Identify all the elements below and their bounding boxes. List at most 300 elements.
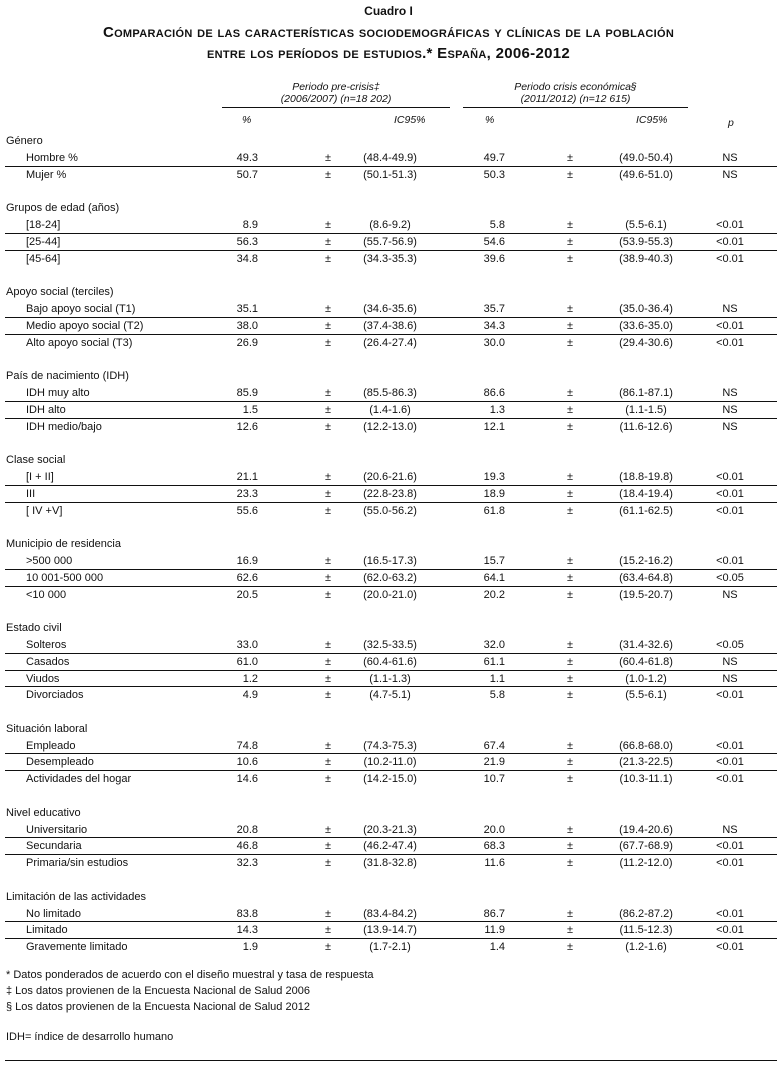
row-label: Gravemente limitado — [26, 941, 128, 954]
row-label: Bajo apoyo social (T1) — [26, 302, 136, 315]
table-title-line2: entre los períodos de estudios.* España, 2006-2012 — [206, 45, 571, 62]
group-header — [0, 200, 777, 217]
pct-crisis: 19.3 — [483, 470, 505, 483]
ci-precrisis: (46.2-47.4) — [363, 840, 417, 853]
pct-crisis: 50.3 — [483, 168, 505, 181]
ci-crisis: (33.6-35.0) — [619, 319, 673, 332]
ci-crisis: (35.0-36.4) — [619, 302, 673, 315]
p-value: NS — [722, 672, 738, 685]
pct-crisis: 32.0 — [483, 638, 505, 651]
ci-crisis: (1.1-1.5) — [625, 403, 667, 416]
table-row — [5, 553, 777, 570]
plus-minus: ± — [325, 151, 332, 164]
row-label: [25-44] — [26, 235, 61, 248]
row-label: [18-24] — [26, 218, 61, 231]
pct-precrisis: 85.9 — [236, 386, 258, 399]
plus-minus: ± — [325, 336, 332, 349]
group-header — [0, 536, 777, 553]
ci-crisis: (38.9-40.3) — [619, 252, 673, 265]
p-value: <0.01 — [716, 773, 744, 786]
ci-crisis: (49.6-51.0) — [619, 168, 673, 181]
pct-crisis: 61.1 — [483, 655, 505, 668]
pct-precrisis: 32.3 — [236, 857, 258, 870]
ci-precrisis: (85.5-86.3) — [363, 386, 417, 399]
plus-minus: ± — [325, 823, 332, 836]
plus-minus: ± — [567, 403, 574, 416]
pct-precrisis: 33.0 — [236, 638, 258, 651]
table-row — [0, 251, 777, 268]
ci-precrisis: (83.4-84.2) — [363, 907, 417, 920]
pct-crisis: 5.8 — [489, 689, 505, 702]
p-value: NS — [722, 403, 738, 416]
pct-precrisis: 4.9 — [242, 689, 258, 702]
ci-precrisis: (62.0-63.2) — [363, 571, 417, 584]
group-label: Clase social — [6, 454, 66, 467]
table-row — [5, 822, 777, 839]
plus-minus: ± — [567, 756, 574, 769]
p-value: <0.01 — [716, 924, 744, 937]
ci-precrisis: (1.4-1.6) — [369, 403, 411, 416]
p-value: <0.01 — [716, 252, 744, 265]
table-row — [5, 486, 777, 503]
pct-crisis: 20.0 — [483, 823, 505, 836]
ci-precrisis: (12.2-13.0) — [363, 420, 417, 433]
pct-precrisis: 55.6 — [236, 504, 258, 517]
p-value: <0.01 — [716, 739, 744, 752]
ci-precrisis: (14.2-15.0) — [363, 773, 417, 786]
table-row — [0, 687, 777, 704]
pct-crisis: 10.7 — [483, 773, 505, 786]
p-value: <0.01 — [716, 554, 744, 567]
table-row — [5, 754, 777, 771]
period-crisis-header — [463, 81, 688, 105]
ci-crisis: (19.4-20.6) — [619, 823, 673, 836]
ci-crisis: (60.4-61.8) — [619, 655, 673, 668]
table-row — [5, 469, 777, 486]
pct-precrisis: 26.9 — [236, 336, 258, 349]
ci-crisis: (86.1-87.1) — [619, 386, 673, 399]
group-header — [0, 133, 777, 150]
row-label: Empleado — [26, 739, 76, 752]
footnote: * Datos ponderados de acuerdo con el diseño muestral y tasa de respuesta — [6, 969, 374, 981]
pct-precrisis: 14.3 — [236, 924, 258, 937]
ci-precrisis: (13.9-14.7) — [363, 924, 417, 937]
header-divider — [463, 107, 688, 108]
ci-precrisis: (31.8-32.8) — [363, 857, 417, 870]
plus-minus: ± — [325, 689, 332, 702]
ci-crisis: (15.2-16.2) — [619, 554, 673, 567]
row-label: Viudos — [26, 672, 60, 685]
table-row — [5, 570, 777, 587]
plus-minus: ± — [325, 504, 332, 517]
ci-crisis: (1.2-1.6) — [625, 941, 667, 954]
col-ic-1: IC95% — [394, 114, 426, 126]
spacer — [0, 872, 777, 889]
pct-crisis: 39.6 — [483, 252, 505, 265]
plus-minus: ± — [325, 168, 332, 181]
plus-minus: ± — [567, 319, 574, 332]
pct-precrisis: 8.9 — [242, 218, 258, 231]
plus-minus: ± — [325, 470, 332, 483]
group-label: País de nacimiento (IDH) — [6, 370, 129, 383]
period-detail: (2006/2007) (n=18 202) — [280, 93, 392, 105]
p-value: <0.01 — [716, 487, 744, 500]
plus-minus: ± — [567, 554, 574, 567]
spacer — [0, 267, 777, 284]
table-row — [5, 217, 777, 234]
pct-precrisis: 23.3 — [236, 487, 258, 500]
ci-precrisis: (20.3-21.3) — [363, 823, 417, 836]
pct-crisis: 12.1 — [483, 420, 505, 433]
ci-crisis: (11.2-12.0) — [619, 857, 673, 870]
plus-minus: ± — [325, 302, 332, 315]
row-label: 10 001-500 000 — [26, 571, 104, 584]
footnote: § Los datos provienen de la Encuesta Nacional de Salud 2012 — [6, 1001, 310, 1013]
ci-precrisis: (32.5-33.5) — [363, 638, 417, 651]
pct-crisis: 86.7 — [483, 907, 505, 920]
period-name: Periodo pre-crisis‡ — [292, 81, 380, 93]
group-label: Nivel educativo — [6, 806, 81, 819]
pct-precrisis: 49.3 — [236, 151, 258, 164]
group-label: Situación laboral — [6, 722, 88, 735]
ci-crisis: (18.4-19.4) — [619, 487, 673, 500]
row-label: [ IV +V] — [26, 504, 63, 517]
table-row — [0, 587, 777, 604]
table-row — [5, 234, 777, 251]
spacer — [0, 704, 777, 721]
plus-minus: ± — [325, 941, 332, 954]
plus-minus: ± — [567, 840, 574, 853]
group-label: Municipio de residencia — [6, 538, 121, 551]
plus-minus: ± — [567, 235, 574, 248]
ci-crisis: (18.8-19.8) — [619, 470, 673, 483]
plus-minus: ± — [325, 739, 332, 752]
table-row — [0, 167, 777, 184]
pct-precrisis: 35.1 — [236, 302, 258, 315]
col-pct-1: % — [242, 114, 252, 126]
p-value: <0.01 — [716, 756, 744, 769]
row-label: Actividades del hogar — [26, 773, 132, 786]
plus-minus: ± — [567, 638, 574, 651]
table-row — [5, 654, 777, 671]
row-label: Alto apoyo social (T3) — [26, 336, 133, 349]
plus-minus: ± — [325, 252, 332, 265]
plus-minus: ± — [567, 924, 574, 937]
plus-minus: ± — [567, 941, 574, 954]
ci-precrisis: (74.3-75.3) — [363, 739, 417, 752]
p-value: NS — [722, 588, 738, 601]
plus-minus: ± — [567, 739, 574, 752]
plus-minus: ± — [325, 588, 332, 601]
group-header — [0, 889, 777, 906]
row-label: Desempleado — [26, 756, 94, 769]
plus-minus: ± — [567, 571, 574, 584]
table-row — [5, 318, 777, 335]
ci-precrisis: (55.0-56.2) — [363, 504, 417, 517]
plus-minus: ± — [325, 218, 332, 231]
group-header — [0, 452, 777, 469]
plus-minus: ± — [325, 840, 332, 853]
row-label: Universitario — [26, 823, 88, 836]
ci-crisis: (86.2-87.2) — [619, 907, 673, 920]
plus-minus: ± — [325, 386, 332, 399]
pct-crisis: 67.4 — [483, 739, 505, 752]
pct-crisis: 54.6 — [483, 235, 505, 248]
row-label: IDH alto — [26, 403, 66, 416]
spacer — [0, 183, 777, 200]
ci-precrisis: (26.4-27.4) — [363, 336, 417, 349]
p-value: <0.01 — [716, 857, 744, 870]
pct-precrisis: 14.6 — [236, 773, 258, 786]
plus-minus: ± — [325, 403, 332, 416]
row-label: Primaria/sin estudios — [26, 857, 129, 870]
table-row — [0, 335, 777, 352]
p-value: NS — [722, 386, 738, 399]
ci-precrisis: (20.0-21.0) — [363, 588, 417, 601]
table-row — [5, 738, 777, 755]
table-row — [0, 771, 777, 788]
table-row — [0, 855, 777, 872]
spacer — [0, 519, 777, 536]
ci-precrisis: (50.1-51.3) — [363, 168, 417, 181]
plus-minus: ± — [567, 386, 574, 399]
plus-minus: ± — [567, 773, 574, 786]
group-header — [0, 368, 777, 385]
plus-minus: ± — [567, 487, 574, 500]
table-row — [5, 385, 777, 402]
ci-precrisis: (34.3-35.3) — [363, 252, 417, 265]
ci-crisis: (67.7-68.9) — [619, 840, 673, 853]
pct-precrisis: 20.8 — [236, 823, 258, 836]
p-value: <0.01 — [716, 218, 744, 231]
ci-precrisis: (20.6-21.6) — [363, 470, 417, 483]
pct-precrisis: 34.8 — [236, 252, 258, 265]
pct-precrisis: 1.2 — [242, 672, 258, 685]
pct-precrisis: 21.1 — [236, 470, 258, 483]
plus-minus: ± — [325, 655, 332, 668]
pct-crisis: 18.9 — [483, 487, 505, 500]
pct-precrisis: 62.6 — [236, 571, 258, 584]
p-value: <0.05 — [716, 638, 744, 651]
plus-minus: ± — [567, 151, 574, 164]
pct-crisis: 5.8 — [489, 218, 505, 231]
ci-precrisis: (4.7-5.1) — [369, 689, 411, 702]
p-value: NS — [722, 420, 738, 433]
spacer — [0, 351, 777, 368]
ci-crisis: (11.5-12.3) — [619, 924, 673, 937]
row-label: [45-64] — [26, 252, 61, 265]
spacer — [0, 788, 777, 805]
pct-precrisis: 16.9 — [236, 554, 258, 567]
plus-minus: ± — [567, 823, 574, 836]
table-row — [0, 503, 777, 520]
row-label: IDH muy alto — [26, 386, 90, 399]
pct-crisis: 34.3 — [483, 319, 505, 332]
p-value: <0.01 — [716, 504, 744, 517]
plus-minus: ± — [325, 672, 332, 685]
pct-crisis: 11.6 — [484, 857, 505, 870]
plus-minus: ± — [325, 924, 332, 937]
plus-minus: ± — [325, 554, 332, 567]
p-value: <0.01 — [716, 840, 744, 853]
pct-crisis: 68.3 — [483, 840, 505, 853]
table-row — [0, 939, 777, 956]
plus-minus: ± — [325, 857, 332, 870]
row-label: No limitado — [26, 907, 82, 920]
pct-crisis: 15.7 — [483, 554, 505, 567]
group-label: Apoyo social (terciles) — [6, 286, 114, 299]
pct-crisis: 64.1 — [483, 571, 505, 584]
pct-crisis: 49.7 — [483, 151, 505, 164]
pct-precrisis: 38.0 — [236, 319, 258, 332]
p-value: <0.01 — [716, 907, 744, 920]
group-label: Limitación de las actividades — [6, 890, 147, 903]
pct-precrisis: 61.0 — [236, 655, 258, 668]
pct-precrisis: 10.6 — [236, 756, 258, 769]
table-caption: Cuadro I — [364, 4, 413, 18]
row-label: Secundaria — [26, 840, 82, 853]
footnote: ‡ Los datos provienen de la Encuesta Nacional de Salud 2006 — [6, 985, 310, 997]
period-precrisis-header — [222, 81, 450, 105]
plus-minus: ± — [325, 487, 332, 500]
plus-minus: ± — [567, 672, 574, 685]
pct-precrisis: 46.8 — [236, 840, 258, 853]
col-p: p — [728, 117, 734, 129]
pct-precrisis: 83.8 — [236, 907, 258, 920]
group-label: Género — [6, 135, 43, 147]
pct-crisis: 86.6 — [483, 386, 505, 399]
p-value: NS — [722, 823, 738, 836]
ci-precrisis: (37.4-38.6) — [363, 319, 417, 332]
pct-precrisis: 56.3 — [236, 235, 258, 248]
ci-crisis: (10.3-11.1) — [619, 773, 673, 786]
ci-precrisis: (16.5-17.3) — [363, 554, 417, 567]
ci-precrisis: (8.6-9.2) — [369, 218, 411, 231]
pct-precrisis: 12.6 — [236, 420, 258, 433]
ci-precrisis: (1.1-1.3) — [369, 672, 411, 685]
ci-crisis: (21.3-22.5) — [619, 756, 673, 769]
pct-precrisis: 50.7 — [236, 168, 258, 181]
ci-precrisis: (55.7-56.9) — [363, 235, 417, 248]
table-title-line1: Comparación de las características sociodemográficas y clínicas de la población — [102, 24, 675, 41]
table-row — [5, 637, 777, 654]
pct-precrisis: 20.5 — [236, 588, 258, 601]
period-name: Periodo crisis económica§ — [514, 81, 637, 93]
table-row — [5, 922, 777, 939]
plus-minus: ± — [567, 336, 574, 349]
group-header — [0, 284, 777, 301]
group-label: Grupos de edad (años) — [6, 202, 120, 215]
ci-crisis: (29.4-30.6) — [619, 336, 673, 349]
plus-minus: ± — [567, 218, 574, 231]
plus-minus: ± — [325, 571, 332, 584]
bottom-rule — [5, 1060, 777, 1061]
pct-precrisis: 1.5 — [242, 403, 258, 416]
row-label: Solteros — [26, 638, 67, 651]
pct-crisis: 61.8 — [483, 504, 505, 517]
plus-minus: ± — [567, 655, 574, 668]
pct-crisis: 1.1 — [489, 672, 505, 685]
plus-minus: ± — [567, 857, 574, 870]
ci-precrisis: (1.7-2.1) — [369, 941, 411, 954]
row-label: <10 000 — [26, 588, 67, 601]
p-value: NS — [722, 151, 738, 164]
ci-crisis: (63.4-64.8) — [619, 571, 673, 584]
p-value: <0.01 — [716, 319, 744, 332]
ci-crisis: (19.5-20.7) — [619, 588, 673, 601]
pct-precrisis: 74.8 — [236, 739, 258, 752]
p-value: <0.05 — [716, 571, 744, 584]
group-header — [0, 805, 777, 822]
row-label: >500 000 — [26, 554, 73, 567]
table-row — [5, 838, 777, 855]
ci-crisis: (1.0-1.2) — [625, 672, 667, 685]
group-label: Estado civil — [6, 622, 62, 635]
p-value: <0.01 — [716, 336, 744, 349]
p-value: NS — [722, 655, 738, 668]
row-label: Limitado — [26, 924, 68, 937]
ci-crisis: (53.9-55.3) — [619, 235, 673, 248]
ci-precrisis: (60.4-61.6) — [363, 655, 417, 668]
pct-crisis: 1.4 — [489, 941, 505, 954]
pct-crisis: 35.7 — [483, 302, 505, 315]
pct-crisis: 11.9 — [484, 924, 505, 937]
p-value: <0.01 — [716, 470, 744, 483]
row-label: IDH medio/bajo — [26, 420, 102, 433]
plus-minus: ± — [567, 420, 574, 433]
col-ic-2: IC95% — [636, 114, 668, 126]
ci-crisis: (49.0-50.4) — [619, 151, 673, 164]
plus-minus: ± — [567, 252, 574, 265]
plus-minus: ± — [567, 302, 574, 315]
plus-minus: ± — [567, 689, 574, 702]
p-value: <0.01 — [716, 235, 744, 248]
table-row — [5, 671, 777, 688]
pct-crisis: 21.9 — [483, 756, 505, 769]
spacer — [0, 603, 777, 620]
ci-crisis: (5.5-6.1) — [625, 218, 667, 231]
row-label: Mujer % — [26, 168, 67, 181]
col-pct-2: % — [485, 114, 495, 126]
ci-precrisis: (10.2-11.0) — [363, 756, 417, 769]
row-label: Casados — [26, 655, 70, 668]
p-value: <0.01 — [716, 941, 744, 954]
row-label: Hombre % — [26, 151, 78, 164]
period-detail: (2011/2012) (n=12 615) — [520, 93, 631, 105]
group-header — [0, 721, 777, 738]
ci-precrisis: (34.6-35.6) — [363, 302, 417, 315]
row-label: Medio apoyo social (T2) — [26, 319, 144, 332]
plus-minus: ± — [325, 420, 332, 433]
ci-crisis: (66.8-68.0) — [619, 739, 673, 752]
ci-crisis: (31.4-32.6) — [619, 638, 673, 651]
p-value: <0.01 — [716, 689, 744, 702]
plus-minus: ± — [567, 504, 574, 517]
plus-minus: ± — [325, 907, 332, 920]
plus-minus: ± — [567, 470, 574, 483]
pct-crisis: 1.3 — [489, 403, 505, 416]
row-label: III — [26, 487, 36, 500]
table-row — [0, 419, 777, 436]
p-value: NS — [722, 302, 738, 315]
ci-precrisis: (22.8-23.8) — [363, 487, 417, 500]
group-header — [0, 620, 777, 637]
ci-crisis: (61.1-62.5) — [619, 504, 673, 517]
p-value: NS — [722, 168, 738, 181]
plus-minus: ± — [325, 638, 332, 651]
pct-crisis: 20.2 — [483, 588, 505, 601]
plus-minus: ± — [567, 588, 574, 601]
